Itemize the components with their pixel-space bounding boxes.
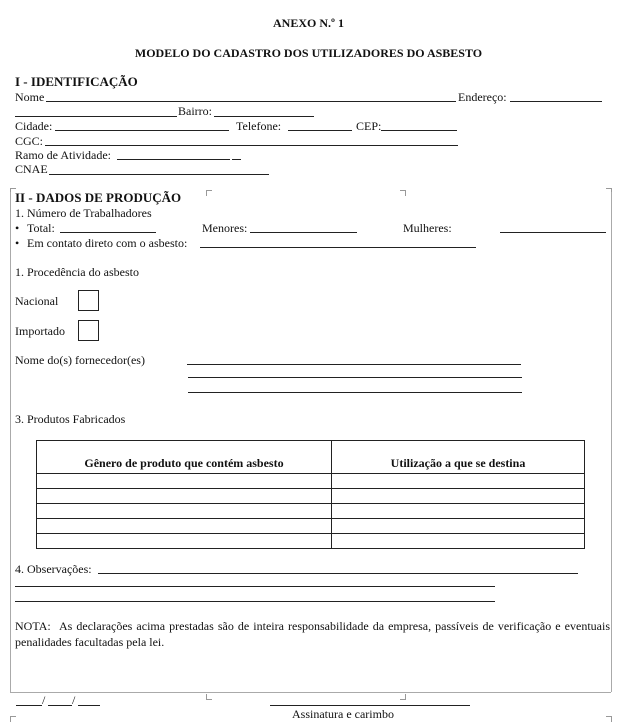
endereco-field[interactable] — [510, 101, 602, 102]
table-header-utilizacao: Utilização a que se destina — [332, 441, 585, 474]
cidade-field[interactable] — [55, 130, 229, 131]
total-field[interactable] — [60, 232, 156, 233]
menores-label: Menores: — [202, 221, 248, 235]
table-header-genero: Gênero de produto que contém asbesto — [37, 441, 332, 474]
fornecedor-field-1[interactable] — [187, 364, 521, 365]
table-row — [37, 534, 585, 549]
bairro-field[interactable] — [214, 116, 314, 117]
date-separator: / — [42, 693, 46, 707]
nota-label: NOTA: — [15, 619, 51, 633]
date-month-field[interactable] — [48, 705, 72, 706]
page-corner-mark — [10, 716, 16, 722]
cep-label: CEP: — [356, 119, 382, 133]
observacoes-field-3[interactable] — [15, 601, 495, 602]
table-cell[interactable] — [332, 504, 585, 519]
importado-label: Importado — [15, 324, 65, 338]
page-frame-left — [10, 192, 11, 692]
page-corner-mark — [206, 190, 212, 196]
nome-label: Nome — [15, 90, 45, 104]
produtos-table — [36, 440, 585, 549]
table-cell[interactable] — [37, 474, 332, 489]
contato-field[interactable] — [200, 247, 476, 248]
table-cell[interactable] — [37, 534, 332, 549]
page-corner-mark — [400, 694, 406, 700]
fornecedor-label: Nome do(s) fornecedor(es) — [15, 353, 145, 367]
ramo-field-extension[interactable] — [232, 159, 241, 160]
date-day-field[interactable] — [16, 705, 42, 706]
importado-checkbox[interactable] — [78, 320, 99, 341]
produtos-label: 3. Produtos Fabricados — [15, 412, 126, 426]
total-label: Total: — [27, 221, 55, 235]
table-row — [37, 489, 585, 504]
numero-trabalhadores-label: 1. Número de Trabalhadores — [15, 206, 152, 220]
ramo-label: Ramo de Atividade: — [15, 148, 111, 162]
cgc-field[interactable] — [45, 145, 458, 146]
nome-field[interactable] — [46, 101, 456, 102]
observacoes-field-2[interactable] — [15, 586, 495, 587]
date-separator: / — [72, 693, 76, 707]
page-corner-mark — [206, 694, 212, 700]
nota-paragraph — [15, 618, 610, 650]
table-cell[interactable] — [332, 534, 585, 549]
mulheres-label: Mulheres: — [403, 221, 452, 235]
mulheres-field[interactable] — [500, 232, 606, 233]
cnae-field[interactable] — [49, 174, 269, 175]
endereco-continuation-field[interactable] — [15, 116, 177, 117]
fornecedor-field-2[interactable] — [188, 377, 522, 378]
assinatura-label: Assinatura e carimbo — [292, 707, 394, 721]
bairro-label: Bairro: — [178, 104, 212, 118]
signature-field[interactable] — [270, 705, 470, 706]
cidade-label: Cidade: — [15, 119, 53, 133]
table-cell[interactable] — [332, 474, 585, 489]
page-corner-mark — [400, 190, 406, 196]
date-year-field[interactable] — [78, 705, 100, 706]
ramo-field[interactable] — [117, 159, 230, 160]
fornecedor-field-3[interactable] — [188, 392, 522, 393]
cgc-label: CGC: — [15, 134, 44, 148]
procedencia-label: 1. Procedência do asbesto — [15, 265, 139, 279]
table-row — [37, 519, 585, 534]
table-cell[interactable] — [37, 489, 332, 504]
page-corner-mark — [606, 716, 612, 722]
table-cell[interactable] — [332, 489, 585, 504]
table-cell[interactable] — [37, 519, 332, 534]
observacoes-field-1[interactable] — [98, 573, 578, 574]
nacional-label: Nacional — [15, 294, 59, 308]
table-row — [37, 474, 585, 489]
observacoes-label: 4. Observações: — [15, 562, 92, 576]
total-bullet: • — [15, 221, 20, 235]
table-cell[interactable] — [37, 504, 332, 519]
nacional-checkbox[interactable] — [78, 290, 99, 311]
page-frame-right — [611, 192, 612, 692]
contato-label: Em contato direto com o asbesto: — [27, 236, 188, 250]
telefone-field[interactable] — [288, 130, 352, 131]
section-identificacao-heading: I - IDENTIFICAÇÃO — [15, 74, 138, 89]
telefone-label: Telefone: — [236, 119, 282, 133]
table-row — [37, 504, 585, 519]
endereco-label: Endereço: — [458, 90, 507, 104]
cep-field[interactable] — [381, 130, 457, 131]
nota-text: As declarações acima prestadas são de inteira responsabilidade da empresa, passíveis de verificação e eventuais penalidades facultadas pela lei. — [15, 619, 610, 649]
annex-title: ANEXO N.º 1 — [273, 16, 344, 30]
page-frame-bottom — [10, 692, 611, 693]
menores-field[interactable] — [250, 232, 357, 233]
section-producao-heading: II - DADOS DE PRODUÇÃO — [15, 190, 182, 205]
table-cell[interactable] — [332, 519, 585, 534]
document-title: MODELO DO CADASTRO DOS UTILIZADORES DO ASBESTO — [134, 46, 483, 60]
cnae-label: CNAE — [15, 162, 48, 176]
contato-bullet: • — [15, 236, 20, 250]
